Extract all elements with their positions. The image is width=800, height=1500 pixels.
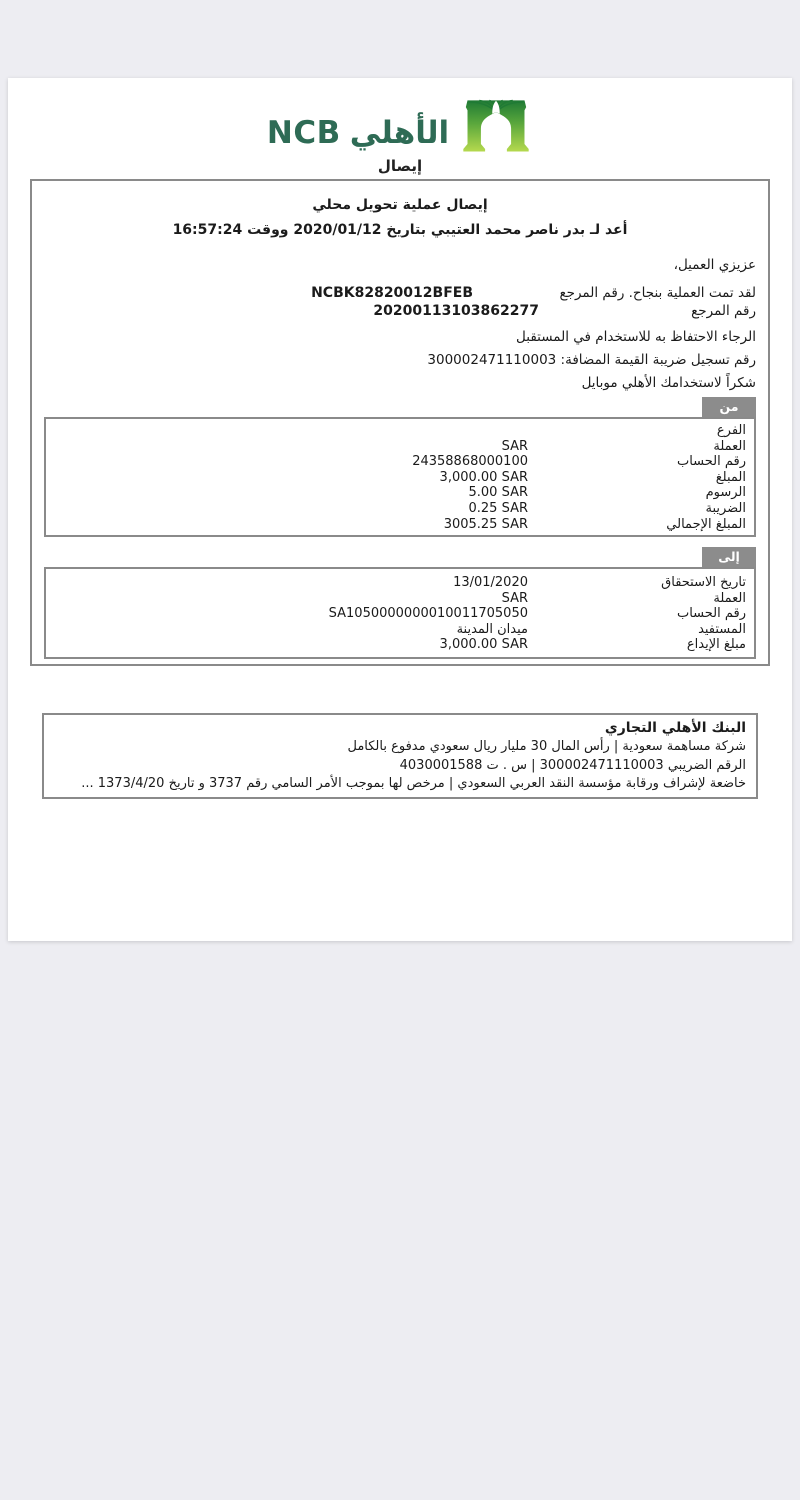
receipt-prepared-line: أعد لـ بدر ناصر محمد العتيبي بتاريخ 2020/01/12 ووقت 16:57:24	[172, 222, 628, 238]
salutation-text: عزيزي العميل،	[673, 257, 756, 273]
field-label: مبلغ الإيداع	[686, 637, 746, 653]
field-label: المبلغ الإجمالي	[666, 516, 746, 532]
bank-legal-lines	[54, 738, 746, 794]
reference-row	[44, 284, 756, 302]
reference-rows	[44, 284, 756, 320]
field-label: رقم الحساب	[676, 454, 746, 470]
field-value	[54, 423, 624, 439]
field-value: SAR	[501, 590, 528, 606]
field-value: 3005.25 SAR	[443, 516, 528, 532]
field-value: SAR	[501, 438, 528, 454]
receipt-word-label: إيصال	[377, 157, 423, 175]
field-row	[54, 637, 746, 653]
field-label: تاريخ الاستحقاق	[661, 575, 746, 590]
reference-value: 20200113103862277	[373, 303, 539, 319]
receipt-title: إيصال عملية تحويل محلي	[312, 197, 488, 213]
notes-block	[44, 328, 756, 392]
field-label: الضريبة	[705, 500, 746, 516]
bank-legal-line: خاضعة لإشراف ورقابة مؤسسة النقد العربي السعودي | مرخص لها بموجب الأمر السامي رقم 3737 و تاريخ 1373/4/20 ...	[81, 776, 746, 791]
tab-to-section: إلى	[702, 547, 756, 567]
field-value: 24358868000100	[412, 454, 528, 470]
from-details-box	[44, 417, 756, 537]
field-value: 0.25 SAR	[468, 500, 528, 516]
bank-legal-line: شركة مساهمة سعودية | رأس المال 30 مليار ريال سعودي مدفوع بالكامل	[347, 739, 746, 754]
field-label: العملة	[713, 590, 746, 606]
field-label: المبلغ	[715, 469, 746, 485]
field-value: 3,000.00 SAR	[439, 637, 528, 653]
receipt-document	[8, 78, 792, 941]
field-value: ميدان المدينة	[456, 621, 528, 637]
field-value: 3,000.00 SAR	[439, 469, 528, 485]
field-label: الرسوم	[705, 485, 746, 501]
tab-from-section: من	[702, 397, 756, 417]
note-line: رقم تسجيل ضريبة القيمة المضافة: 300002471110003	[427, 352, 756, 368]
field-row	[54, 423, 746, 439]
bank-legal-line: الرقم الضريبي 300002471110003 | س . ت 4030001588	[399, 757, 746, 773]
reference-label: رقم المرجع	[691, 303, 756, 319]
reference-row	[44, 302, 756, 320]
field-row	[54, 501, 746, 517]
field-row	[54, 517, 746, 533]
field-value: SA1050000000010011705050	[328, 606, 528, 622]
field-label: رقم الحساب	[676, 606, 746, 622]
bank-logo	[8, 78, 792, 175]
bank-wordmark-latin: NCB	[266, 115, 341, 151]
field-value: 5.00 SAR	[468, 485, 528, 501]
field-row	[54, 575, 746, 591]
note-line: شكراً لاستخدامك الأهلي موبايل	[581, 375, 756, 391]
field-row	[54, 470, 746, 486]
bank-logo-row	[8, 90, 792, 154]
receipt-body-box	[30, 179, 770, 666]
reference-value: NCBK82820012BFEB	[311, 285, 473, 301]
reference-label: لقد تمت العملية بنجاح. رقم المرجع	[559, 285, 756, 301]
bank-name: البنك الأهلي التجاري	[604, 720, 746, 736]
field-row	[54, 622, 746, 638]
field-value: 13/01/2020	[453, 575, 528, 590]
bank-wordmark	[266, 115, 450, 151]
note-line: الرجاء الاحتفاظ به للاستخدام في المستقبل	[516, 329, 756, 345]
bank-wordmark-arabic: الأهلي	[349, 115, 450, 151]
field-row	[54, 591, 746, 607]
field-label: الفرع	[716, 423, 746, 438]
to-details-box	[44, 567, 756, 659]
field-row	[54, 439, 746, 455]
field-row	[54, 485, 746, 501]
field-label: العملة	[713, 438, 746, 454]
ncb-arch-logo-icon	[459, 92, 533, 154]
bank-legal-box	[42, 713, 758, 799]
field-row	[54, 606, 746, 622]
field-row	[54, 454, 746, 470]
field-label: المستفيد	[698, 621, 746, 637]
